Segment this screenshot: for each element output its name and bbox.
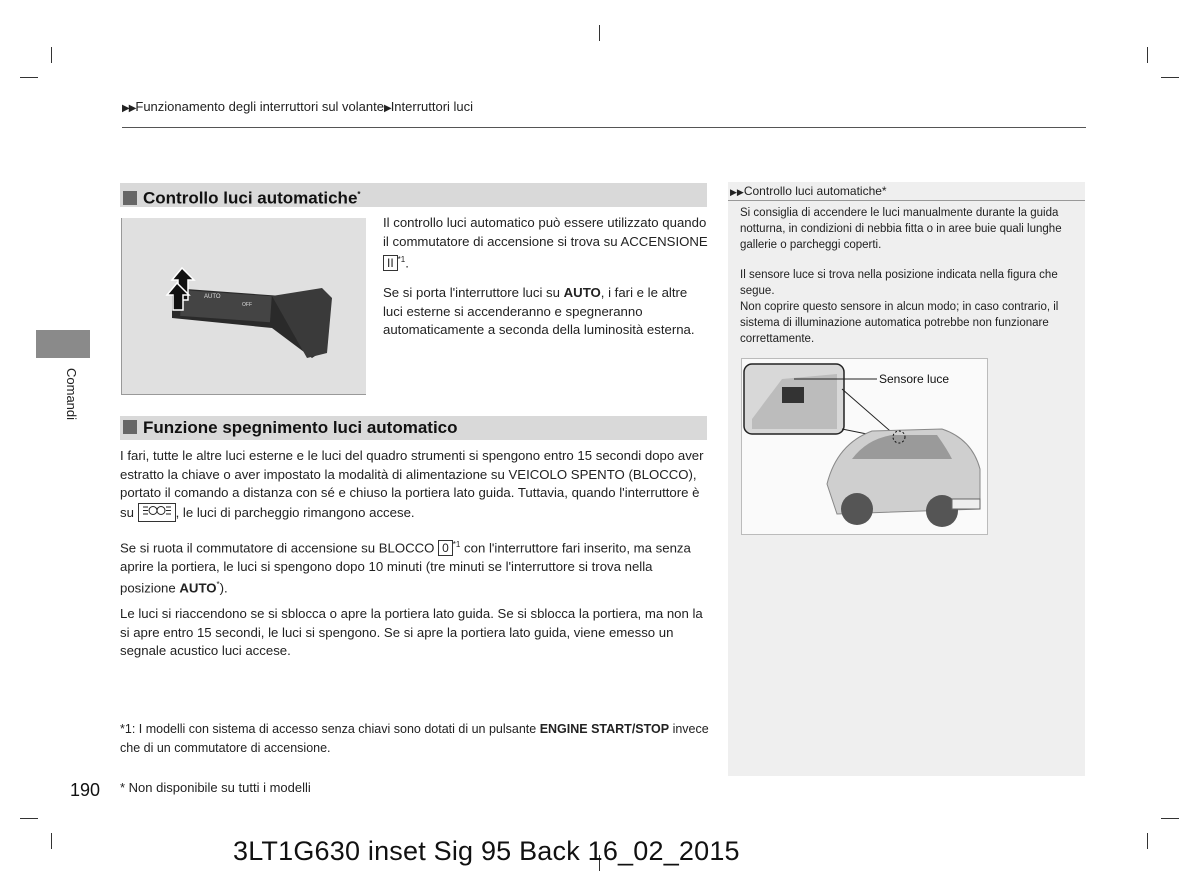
side-note-paragraph2: Il sensore luce si trova nella posizione indicata nella figura che segue. — [740, 269, 1058, 297]
breadcrumb-separator: ▶ — [383, 103, 391, 114]
footnote-star: * — [216, 580, 220, 590]
section-title: Controllo luci automatiche — [143, 188, 358, 208]
availability-footnote: * Non disponibile su tutti i modelli — [120, 780, 311, 795]
footnote-star: * — [357, 190, 361, 199]
sensor-label: Sensore luce — [879, 372, 950, 386]
text-run: ). — [219, 580, 228, 596]
crop-mark — [1161, 77, 1179, 78]
heading-square-icon — [123, 191, 137, 205]
car-sensor-drawing — [742, 359, 987, 534]
section1-paragraph2 — [383, 284, 708, 340]
crop-mark — [51, 833, 52, 849]
section-heading-auto-off — [120, 416, 707, 440]
text-run: Se si ruota il commutatore di accensione su BLOCCO — [120, 540, 439, 556]
crop-mark — [1161, 818, 1179, 819]
section2-paragraph1 — [120, 447, 710, 522]
parking-lights-icon — [138, 503, 176, 522]
auto-bold: AUTO — [179, 580, 217, 596]
page-number: 190 — [70, 780, 101, 800]
text-run: . — [405, 255, 409, 271]
crop-mark — [1147, 47, 1148, 63]
section2-paragraph2 — [120, 536, 710, 598]
crop-mark — [1147, 833, 1148, 849]
auto-bold: AUTO — [563, 285, 601, 300]
side-note-paragraph3: Non coprire questo sensore in alcun modo; in caso contrario, il sistema di illuminazione automatica potrebbe non funzionare correttamente. — [740, 301, 1059, 345]
light-switch-illustration — [121, 218, 366, 395]
footnote-1 — [120, 720, 710, 757]
heading-square-icon — [123, 420, 137, 434]
illus-auto-label: AUTO — [204, 294, 221, 300]
chapter-tab-label: Comandi — [64, 368, 79, 421]
footnote-ref: *1 — [397, 255, 406, 264]
section-title: Funzione spegnimento luci automatico — [143, 418, 458, 437]
ignition-lock-key: 0 — [438, 540, 453, 556]
section2-paragraph3: Le luci si riaccendono se si sblocca o apre la portiera lato guida. Se si sblocca la portiera, ma non la si apre entro 15 secondi, le luci si spengono. Se si apre la portiera lato guida, viene emesso un segnale acustico luci accese. — [120, 606, 703, 658]
breadcrumb-part1: Funzionamento degli interruttori sul volante — [135, 99, 384, 114]
print-mark: 3LT1G630 inset Sig 95 Back 16_02_2015 — [233, 836, 740, 866]
side-note-heading — [728, 182, 1085, 201]
engine-start-stop-bold: ENGINE START/STOP — [539, 722, 670, 736]
crop-mark — [599, 25, 600, 41]
parking-lights-glyph — [142, 504, 172, 517]
light-sensor-photo — [741, 358, 988, 535]
text-run: con l'interruttore fari inserito, ma senza aprire la portiera, le luci si spengono dopo 10 minuti (tre minuti se l'interruttore si trova nella posizione — [120, 540, 691, 596]
crop-mark — [20, 77, 38, 78]
header-rule — [122, 127, 1086, 128]
side-note-paragraph1: Si consiglia di accendere le luci manualmente durante la guida notturna, in condizioni di nebbia fitta o in aree buie quali lunghe gallerie o parcheggi coperti. — [740, 207, 1062, 251]
breadcrumb-part2: Interruttori luci — [390, 99, 474, 114]
text-run: invece che di un commutatore di accensione. — [120, 722, 709, 755]
text-run: , i fari e le altre luci esterne si accenderanno e spegneranno automaticamente a seconda della luminosità esterna. — [383, 285, 695, 337]
footnote-star: * — [881, 184, 887, 198]
footnote-ref: *1 — [452, 540, 461, 549]
crop-mark — [51, 47, 52, 63]
text-run: , le luci di parcheggio rimangono accese. — [175, 504, 415, 520]
section-heading-auto-lights — [120, 183, 707, 207]
side-note-title: Controllo luci automatiche — [743, 184, 882, 198]
chapter-tab — [36, 330, 90, 358]
illus-off-label: OFF — [242, 302, 252, 308]
section1-paragraph1 — [383, 214, 708, 273]
text-run: *1: I modelli con sistema di accesso senza chiavi sono dotati di un pulsante — [120, 722, 540, 736]
crop-mark — [20, 818, 38, 819]
breadcrumb-arrows: ▶▶ — [122, 103, 136, 114]
note-arrow-icon: ▶▶ — [730, 187, 744, 197]
ignition-on-key: II — [383, 255, 398, 271]
text-run: Il controllo luci automatico può essere utilizzato quando il commutatore di accensione si trova su ACCENSIONE — [383, 215, 708, 249]
text-run: I fari, tutte le altre luci esterne e le luci del quadro strumenti si spengono entro 15 secondi dopo aver estratto la chiave o aver impostato la modalità di alimentazione su VEICOLO SPENTO (BLOCCO), portato il comando a distanza con sé e chiuso la portiera lato guida. Tuttavia, quando l'interruttore è su — [120, 448, 704, 520]
breadcrumb — [122, 99, 473, 114]
lever-drawing — [122, 218, 366, 394]
text-run: Se si porta l'interruttore luci su — [383, 285, 564, 300]
